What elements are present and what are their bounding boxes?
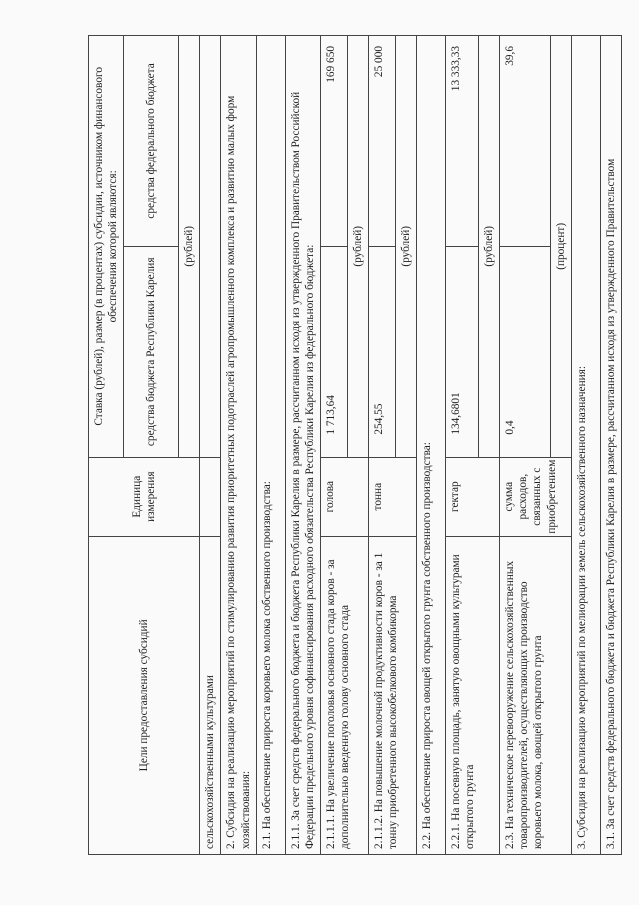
row-note: (процент): [551, 36, 572, 458]
header-rub-note: (рублей): [179, 36, 200, 458]
row-note: (рублей): [479, 36, 500, 458]
row-federal: 39,6: [500, 36, 551, 247]
table-row: [572, 36, 601, 855]
subsidy-table: [88, 35, 622, 855]
header-rate: Ставка (рублей), размер (в процентах) субсидии, источником финансового обеспечения которой являются:: [89, 36, 124, 458]
row-regional: 134,6801: [446, 246, 479, 457]
row-federal: 13 333,33: [446, 36, 479, 247]
table-row: [417, 36, 446, 855]
table-row: [500, 36, 551, 855]
row-goal: 2.1.1.1. На увеличение поголовья основного стада коров - за дополнительно введенную голову основного стада: [320, 536, 368, 854]
row-federal: 25 000: [368, 36, 395, 247]
row-unit: гектар: [446, 457, 500, 536]
table-row: [256, 36, 285, 855]
row-values: [200, 36, 221, 458]
table-row: [446, 36, 479, 855]
row-unit: [200, 457, 221, 536]
header-goals: Цели предоставления субсидий: [89, 536, 200, 854]
section-2-1: 2.1. На обеспечение прироста коровьего молока собственного производства:: [256, 36, 285, 855]
row-regional: 254,55: [368, 246, 395, 457]
header-regional: средства бюджета Республики Карелия: [124, 246, 179, 457]
table-row: [200, 36, 221, 855]
section-3-1: 3.1. За счет средств федерального бюджета и бюджета Республики Карелия в размере, рассчитанном исходя из утвержденного Правительством: [601, 36, 622, 855]
table-row: [601, 36, 622, 855]
row-note: (рублей): [347, 36, 368, 458]
section-2-2: 2.2. На обеспечение прироста овощей открытого грунта собственного производства:: [417, 36, 446, 855]
row-note: (рублей): [395, 36, 416, 458]
table-row: [285, 36, 320, 855]
table-header-row: [89, 36, 124, 855]
row-unit: сумма расходов, связанных с приобретением: [500, 457, 572, 536]
row-goal: 2.2.1. На посевную площадь, занятую овощными культурами открытого грунта: [446, 536, 500, 854]
row-goal: сельскохозяйственными культурами: [200, 536, 221, 854]
row-unit: голова: [320, 457, 368, 536]
table-row: [368, 36, 395, 855]
table-row: [320, 36, 347, 855]
section-2-1-1: 2.1.1. За счет средств федерального бюджета и бюджета Республики Карелия в размере, рассчитанном исходя из утвержденного Правительством Российской Федерации предельного уровня софинансирования расходного обязательства Республики Карелия из федерального бюджета:: [285, 36, 320, 855]
header-federal: средства федерального бюджета: [124, 36, 179, 247]
row-regional: 0,4: [500, 246, 551, 457]
table-row: [221, 36, 256, 855]
section-3: 3. Субсидия на реализацию мероприятий по мелиорации земель сельскохозяйственного назначения:: [572, 36, 601, 855]
row-federal: 169 650: [320, 36, 347, 247]
row-goal: 2.3. На техническое перевооружение сельскохозяйственных товаропроизводителей, осуществляющих производство коровьего молока, овощей открытого грунта: [500, 536, 572, 854]
header-unit: Единица измерения: [89, 457, 200, 536]
section-2: 2. Субсидия на реализацию мероприятий по стимулированию развития приоритетных подотраслей агропромышленного комплекса и развитию малых форм хозяйствования:: [221, 36, 256, 855]
row-goal: 2.1.1.2. На повышение молочной продуктивности коров - за 1 тонну приобретенного высокобелкового комбикорма: [368, 536, 416, 854]
row-regional: 1 713,64: [320, 246, 347, 457]
row-unit: тонна: [368, 457, 416, 536]
